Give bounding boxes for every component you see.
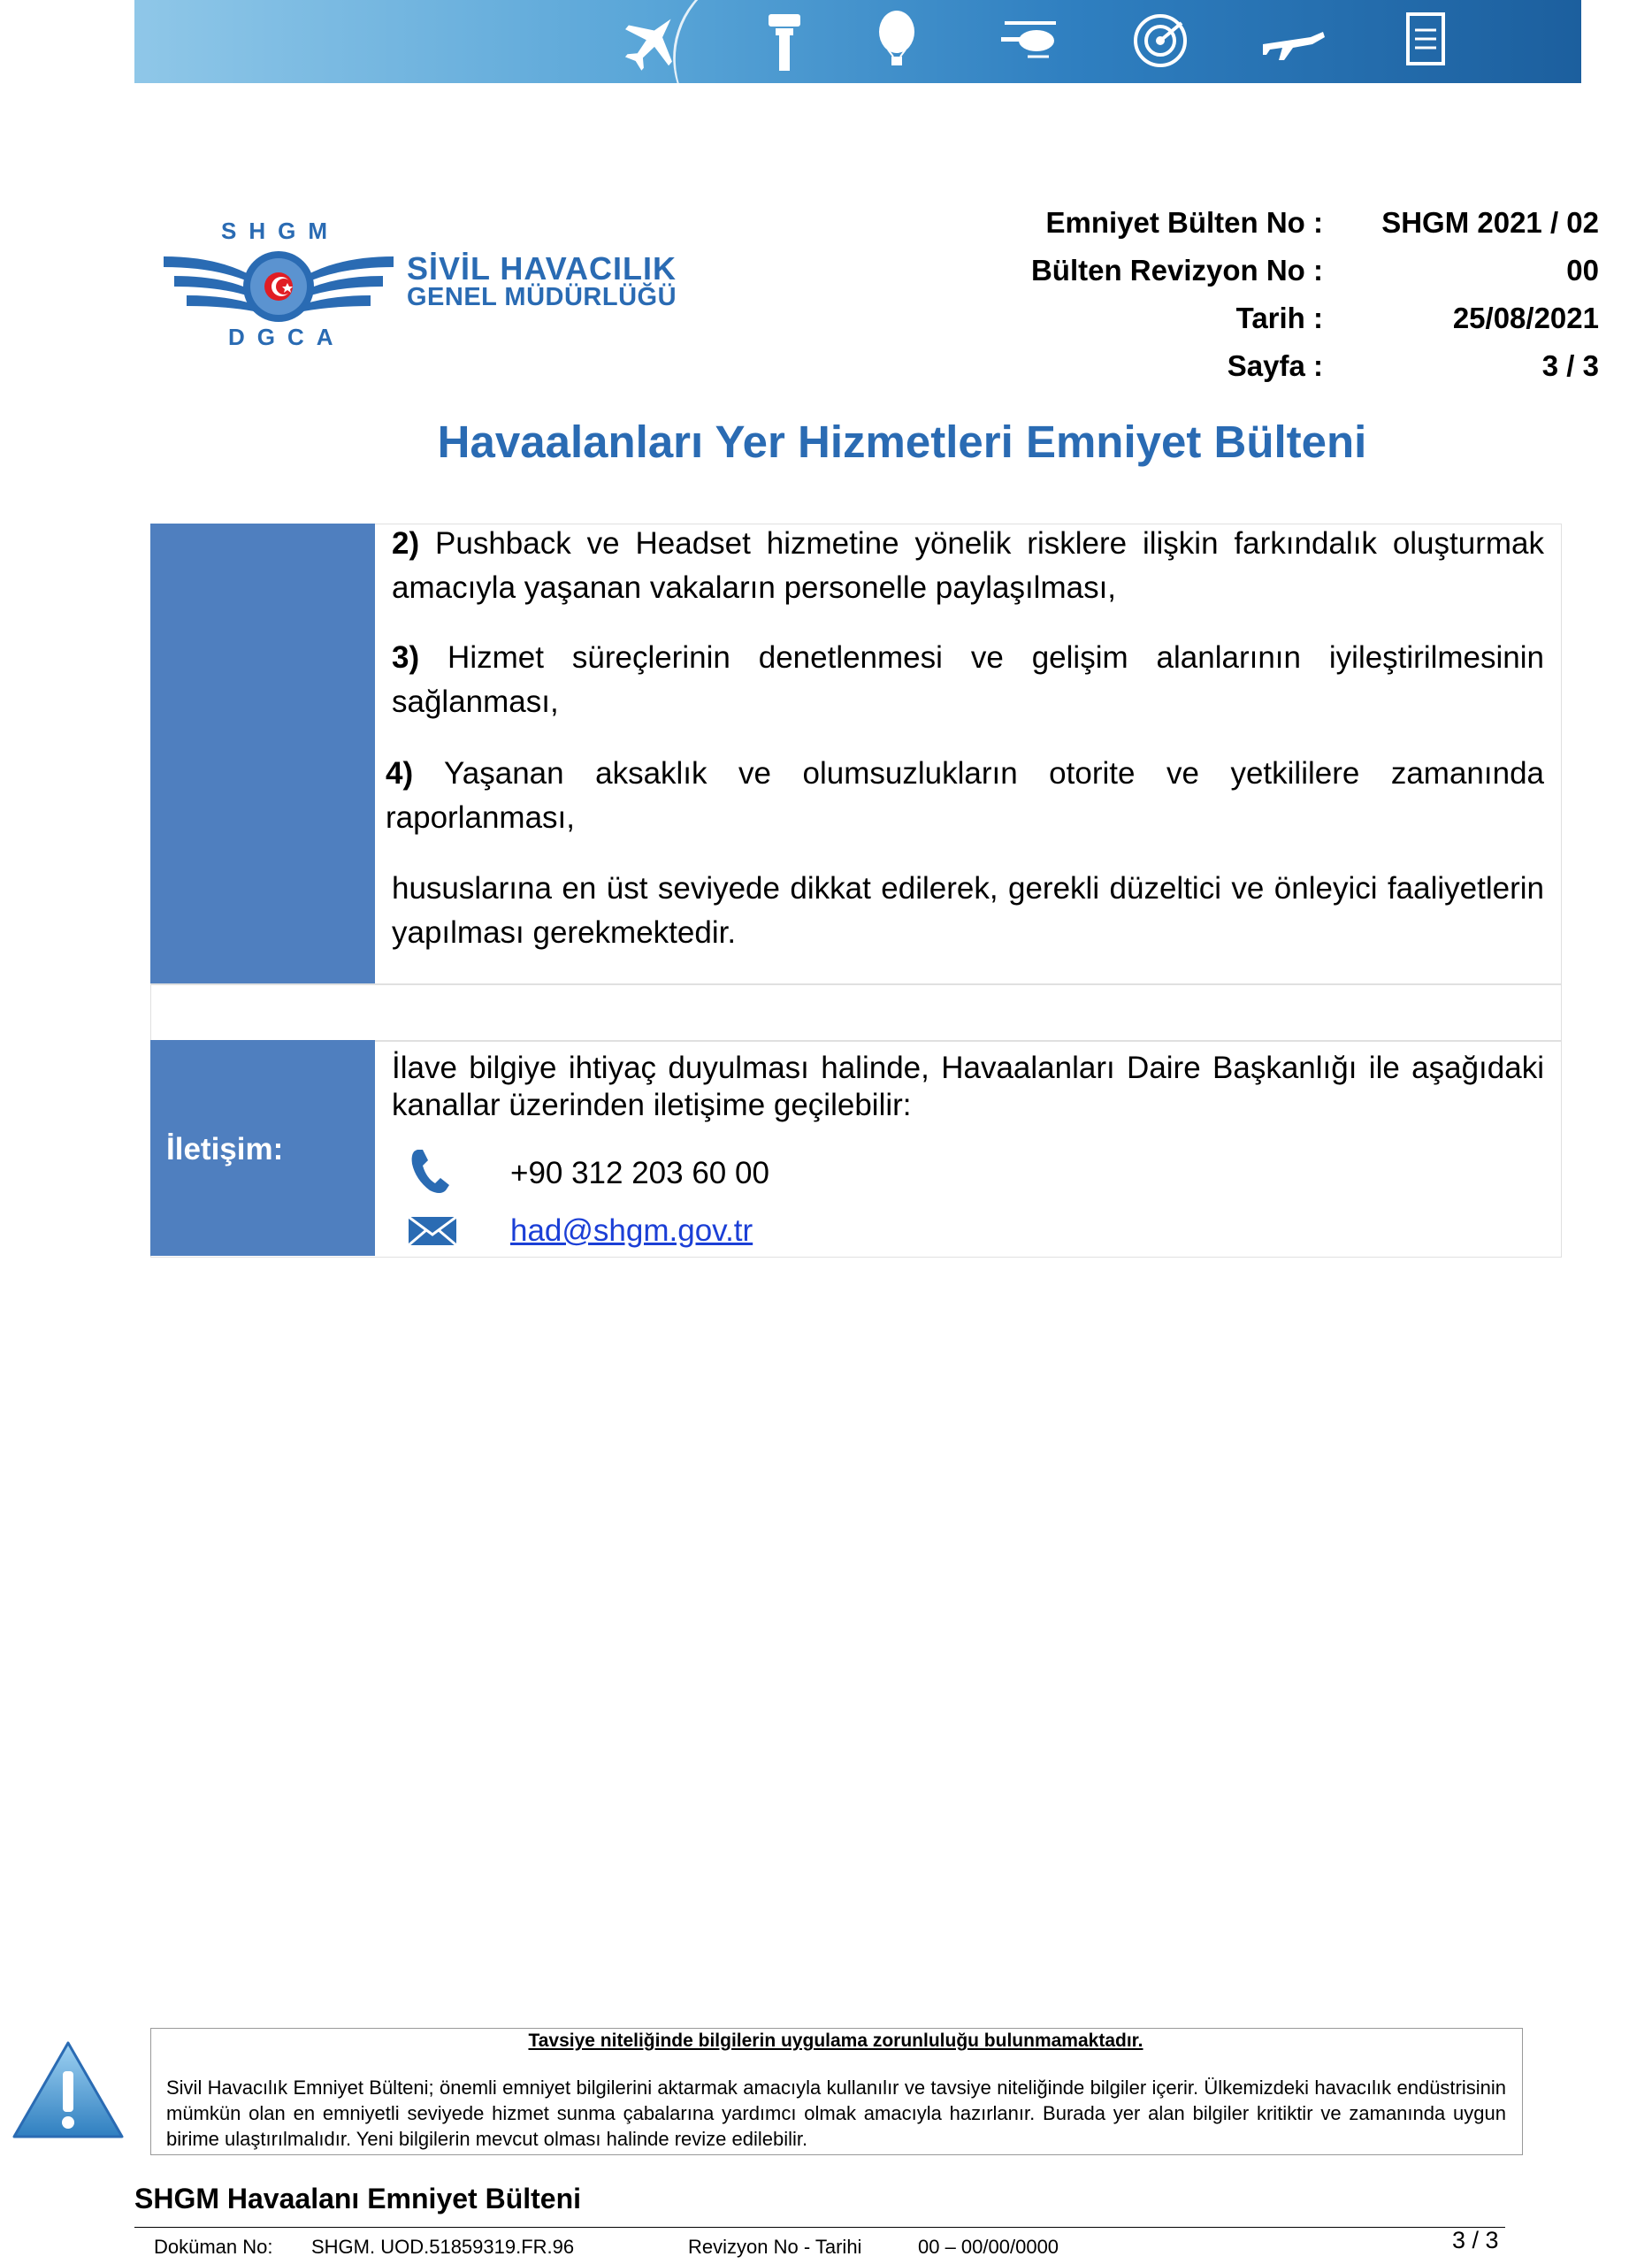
list-item bbox=[392, 522, 1544, 610]
airplane-icon bbox=[617, 5, 688, 76]
disclaimer-text: Sivil Havacılık Emniyet Bülteni; önemli emniyet bilgilerini aktarmak amacıyla kullanılır ve tavsiye niteliğinde bilgiler içerir. Ülkemizdeki havacılık endüstrisinin mümkün olan en emniyetli seviyede hizmet sunma çabalarına yardımcı olmak amacıyla hazırlanır. Burada yer alan bilgiler kritiktir ve zamanında uygun birime ulaştırılmalıdır. Yeni bilgilerin mevcut olması halinde revize edilebilir. bbox=[166, 2077, 1506, 2150]
list-item-text: Yaşanan aksaklık ve olumsuzlukların otorite ve yetkililere zamanında raporlanması, bbox=[386, 756, 1545, 835]
warning-icon bbox=[11, 2039, 126, 2142]
list-item bbox=[386, 752, 1544, 840]
meta-label-bulletin-no: Emniyet Bülten No : bbox=[1045, 206, 1323, 239]
meta-value-date: 25/08/2021 bbox=[1452, 302, 1599, 334]
control-tower-icon bbox=[749, 5, 820, 76]
content-table-side-column bbox=[150, 524, 375, 983]
list-item-text: Pushback ve Headset hizmetine yönelik risklere ilişkin farkındalık oluşturmak amacıyla yaşanan vakaların personelle paylaşılması, bbox=[392, 526, 1544, 605]
contact-phone: +90 312 203 60 00 bbox=[510, 1156, 769, 1190]
footer-title: SHGM Havaalanı Emniyet Bülteni bbox=[134, 2183, 582, 2214]
footer-rev-label: Revizyon No - Tarihi bbox=[688, 2236, 862, 2258]
contact-intro: İlave bilgiye ihtiyaç duyulması halinde, Havaalanları Daire Başkanlığı ile aşağıdaki kanallar üzerinden iletişime geçilebilir: bbox=[392, 1051, 1544, 1122]
meta-value-page: 3 / 3 bbox=[1541, 349, 1599, 382]
logo-title: SİVİL HAVACILIK bbox=[407, 250, 677, 287]
meta-label-page: Sayfa : bbox=[1227, 349, 1323, 382]
radar-icon bbox=[1125, 5, 1196, 76]
top-banner bbox=[134, 0, 1581, 83]
list-item-number: 2) bbox=[392, 526, 420, 561]
list-item-number: 3) bbox=[392, 640, 420, 675]
page-title: Havaalanları Yer Hizmetleri Emniyet Bülteni bbox=[437, 417, 1367, 467]
contact-label: İletişim: bbox=[166, 1132, 284, 1166]
logo-subtitle: GENEL MÜDÜRLÜĞÜ bbox=[407, 283, 677, 311]
meta-label-revision: Bülten Revizyon No : bbox=[1030, 254, 1323, 287]
closing-paragraph: hususlarına en üst seviyede dikkat edilerek, gerekli düzeltici ve önleyici faaliyetlerin yapılması gerekmektedir. bbox=[392, 871, 1544, 950]
table-spacer-row bbox=[150, 983, 1562, 1042]
meta-value-bulletin-no: SHGM 2021 / 02 bbox=[1381, 206, 1599, 239]
meta-value-revision: 00 bbox=[1566, 254, 1599, 287]
logo-bottom-letters: DGCA bbox=[228, 324, 346, 350]
document-icon bbox=[1390, 5, 1461, 76]
disclaimer-title: Tavsiye niteliğinde bilgilerin uygulama zorunluluğu bulunmamaktadır. bbox=[528, 2031, 1143, 2051]
list-item-number: 4) bbox=[386, 756, 414, 791]
small-plane-icon bbox=[1258, 5, 1328, 76]
list-item-text: Hizmet süreçlerinin denetlenmesi ve gelişim alanlarının iyileştirilmesinin sağlanması, bbox=[392, 640, 1544, 719]
footer-page-number: 3 / 3 bbox=[1452, 2227, 1499, 2253]
contact-email-link[interactable]: had@shgm.gov.tr bbox=[510, 1213, 753, 1248]
helicopter-icon bbox=[994, 5, 1065, 76]
footer-divider bbox=[134, 2227, 1505, 2228]
footer-doc-label: Doküman No: bbox=[154, 2236, 273, 2258]
footer-rev-value: 00 – 00/00/0000 bbox=[918, 2236, 1059, 2258]
phone-icon bbox=[409, 1146, 455, 1196]
email-icon bbox=[407, 1215, 458, 1247]
logo-top-letters: SHGM bbox=[221, 218, 340, 244]
hot-air-balloon-icon bbox=[861, 5, 932, 76]
list-item bbox=[392, 636, 1544, 724]
meta-label-date: Tarih : bbox=[1235, 302, 1323, 334]
footer-doc-value: SHGM. UOD.51859319.FR.96 bbox=[311, 2236, 575, 2258]
